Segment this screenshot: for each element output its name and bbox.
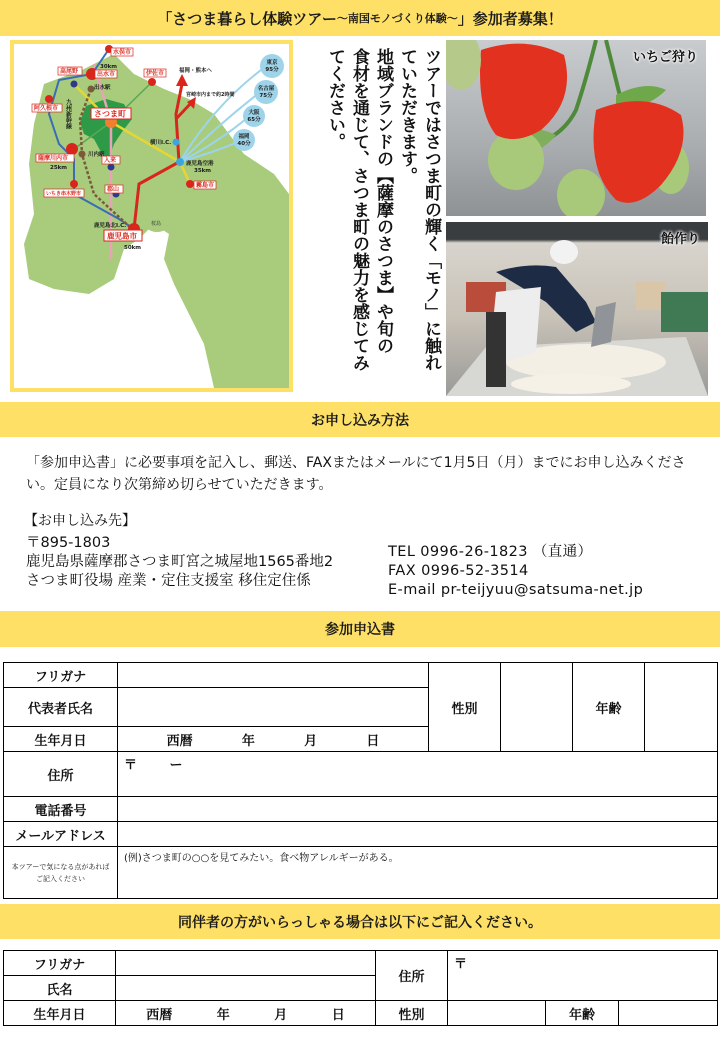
companion-name-field[interactable]: [116, 976, 376, 1001]
address-label: 住所: [4, 752, 118, 797]
companion-name-label: 氏名: [4, 976, 116, 1001]
svg-text:川内駅: 川内駅: [88, 152, 105, 158]
year-label: 年: [241, 733, 255, 749]
svg-text:30km: 30km: [100, 64, 118, 70]
application-form-table: [3, 662, 718, 899]
age-label: 年齢: [573, 663, 645, 752]
access-map: [10, 40, 293, 392]
svg-text:鹿児島空港: 鹿児島空港: [186, 161, 214, 167]
email-label: メールアドレス: [4, 822, 118, 847]
svg-text:桜島: 桜島: [151, 221, 162, 227]
month-label: 月: [304, 733, 318, 749]
notes-label-line1: 本ツアーで気になる点があれば: [11, 862, 110, 871]
howto-section-bar: [0, 402, 720, 437]
svg-text:東京: 東京: [266, 60, 278, 66]
strawberry-image: [446, 40, 706, 216]
svg-text:出水駅: 出水駅: [94, 85, 111, 91]
intro-text: [325, 48, 443, 393]
companion-furigana-field[interactable]: [116, 951, 376, 976]
seireki-label: 西暦: [166, 733, 193, 749]
gender-field[interactable]: [501, 663, 573, 752]
intro-line: 食材を通じて、さつま町の魅力を感じてみ: [349, 48, 369, 371]
companion-age-label: 年齢: [546, 1001, 619, 1026]
svg-text:65分: 65分: [247, 117, 261, 123]
title-bar: [0, 0, 720, 36]
companion-year-label: 年: [216, 1007, 230, 1023]
companion-address-field[interactable]: [448, 951, 718, 1001]
notes-label-line2: ご記入ください: [36, 874, 85, 883]
svg-text:鹿児島市: 鹿児島市: [107, 231, 137, 241]
intro-line: てください。: [325, 48, 345, 150]
rep-name-field[interactable]: [118, 688, 429, 727]
notes-label: [4, 847, 118, 899]
day-label: 日: [366, 733, 380, 749]
companion-seireki-label: 西暦: [146, 1007, 173, 1023]
svg-text:九州新幹線: 九州新幹線: [64, 99, 72, 129]
birthdate-field[interactable]: [118, 727, 429, 752]
svg-text:高尾野: 高尾野: [60, 68, 79, 75]
form-section-bar: [0, 611, 720, 647]
svg-text:福岡: 福岡: [238, 134, 250, 140]
companion-month-label: 月: [274, 1007, 288, 1023]
postal-mark: 〒: [124, 758, 138, 773]
title-main: 「さつま暮らし体験ツアー: [157, 9, 337, 28]
companion-postal-mark: 〒: [454, 957, 468, 972]
phone-field[interactable]: [118, 797, 718, 822]
svg-text:名古屋: 名古屋: [257, 86, 275, 92]
strawberry-photo: [446, 40, 706, 216]
contact-postal: 〒895-1803: [26, 535, 111, 551]
gender-label: 性別: [429, 663, 501, 752]
address-field[interactable]: [118, 752, 718, 797]
howto-title: お申し込み方法: [311, 412, 409, 429]
title-end: 」参加者募集！: [457, 9, 563, 28]
svg-text:阿久根市: 阿久根市: [34, 105, 59, 112]
svg-text:入来: 入来: [104, 157, 117, 164]
svg-text:宮崎市内まで約2時間: 宮崎市内まで約2時間: [186, 92, 235, 98]
email-field[interactable]: [118, 822, 718, 847]
howto-text: 「参加申込書」に必要事項を記入し、郵送、FAXまたはメールにて1月5日（月）までにお申し込みください。定員になり次第締め切らせていただきます。: [26, 455, 686, 493]
companion-day-label: 日: [331, 1007, 345, 1023]
contact-email[interactable]: E-mail pr-teijyuu@satsuma-net.jp: [388, 582, 644, 598]
svg-text:50km: 50km: [124, 245, 142, 251]
strawberry-label: いちご狩り: [632, 50, 698, 65]
companion-gender-field[interactable]: [448, 1001, 546, 1026]
candy-making-image: [446, 222, 708, 396]
svg-text:いちき串木野市: いちき串木野市: [46, 191, 82, 197]
companion-address-label: 住所: [376, 951, 448, 1001]
svg-text:35km: 35km: [194, 168, 212, 174]
furigana-field[interactable]: [118, 663, 429, 688]
contact-fax: FAX 0996-52-3514: [388, 563, 529, 579]
intro-line: ていただきます。: [397, 48, 417, 184]
candy-making-photo: [446, 222, 708, 396]
furigana-label: フリガナ: [4, 663, 118, 688]
companion-title: 同伴者の方がいらっしゃる場合は以下にご記入ください。: [178, 914, 542, 931]
companion-gender-label: 性別: [376, 1001, 448, 1026]
svg-text:大阪: 大阪: [248, 110, 260, 116]
svg-text:郡山: 郡山: [107, 186, 120, 193]
contact-office: さつま町役場 産業・定住支援室 移住定住係: [26, 573, 311, 589]
svg-text:25km: 25km: [50, 165, 68, 171]
rep-name-label: 代表者氏名: [4, 688, 118, 727]
companion-age-field[interactable]: [619, 1001, 718, 1026]
contact-address: 鹿児島県薩摩郡さつま町宮之城屋地1565番地2: [26, 554, 334, 570]
svg-text:水俣市: 水俣市: [113, 49, 132, 56]
notes-field[interactable]: [118, 847, 718, 899]
svg-text:横川I.C.: 横川I.C.: [150, 140, 172, 146]
svg-text:薩摩川内市: 薩摩川内市: [38, 155, 69, 162]
age-field[interactable]: [645, 663, 718, 752]
svg-text:さつま町: さつま町: [94, 109, 126, 119]
contact-heading: 【お申し込み先】: [24, 513, 136, 529]
svg-text:伊佐市: 伊佐市: [146, 70, 165, 77]
contact-tel: TEL 0996-26-1823 （直通）: [388, 544, 593, 560]
companion-birthdate-field[interactable]: [116, 1001, 376, 1026]
map-graphic: [14, 44, 289, 388]
companion-form-table: [3, 950, 718, 1026]
form-title: 参加申込書: [325, 622, 395, 638]
companion-section-bar: [0, 904, 720, 939]
companion-furigana-label: フリガナ: [4, 951, 116, 976]
svg-text:鹿児島北I.C.: 鹿児島北I.C.: [94, 223, 127, 229]
svg-text:75分: 75分: [259, 93, 273, 99]
candy-making-label: 飴作り: [660, 232, 700, 247]
title-sub: 〜南国モノづくり体験〜: [336, 12, 458, 25]
contact-phone-block: [388, 543, 643, 600]
svg-text:40分: 40分: [237, 141, 251, 147]
companion-birthdate-label: 生年月日: [4, 1001, 116, 1026]
intro-line: 地域ブランドの【薩摩のさつま】や旬の: [373, 48, 393, 354]
notes-example: (例)さつま町の○○を見てみたい。食べ物アレルギーがある。: [124, 853, 399, 864]
phone-label: 電話番号: [4, 797, 118, 822]
contact-address-block: [26, 534, 333, 591]
intro-line: ツアーではさつま町の輝く「モノ」に触れ: [421, 48, 441, 371]
svg-text:福岡・熊本へ: 福岡・熊本へ: [179, 68, 213, 74]
svg-text:95分: 95分: [265, 67, 279, 73]
svg-text:霧島市: 霧島市: [196, 182, 215, 189]
svg-text:出水市: 出水市: [97, 71, 116, 78]
birthdate-label: 生年月日: [4, 727, 118, 752]
postal-dash: ー: [169, 758, 183, 773]
